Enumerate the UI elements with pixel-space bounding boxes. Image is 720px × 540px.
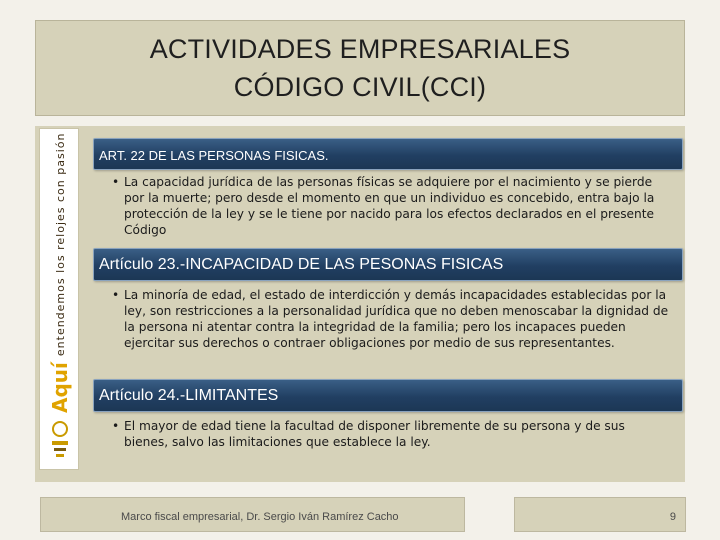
bullet-text: La minoría de edad, el estado de interdicción y demás incapacidades establecidas por la ley, son restricciones a la personalidad jurídica que no deben menoscabar la dignidad de la persona ni atentar contra la integridad de la familia; pero los incapaces pueden ejercitar sus derechos o contraer obligaciones por medio de sus representantes. — [124, 288, 669, 350]
title-box — [35, 20, 685, 116]
section-heading-art22: ART. 22 DE LAS PERSONAS FISICAS. — [93, 138, 683, 170]
bullet-icon: • — [112, 419, 120, 433]
section-heading-art23: Artículo 23.-INCAPACIDAD DE LAS PESONAS FISICAS — [93, 248, 683, 281]
ad-slogan: entendemos los relojes con pasión — [53, 132, 67, 357]
section-text-art24 — [112, 418, 672, 450]
footer-author: Marco fiscal empresarial, Dr. Sergio Iván Ramírez Cacho — [40, 497, 465, 532]
slide-title-line-2: CÓDIGO CIVIL(CCI) — [233, 72, 487, 102]
ad-logo-word: Aquí — [48, 362, 72, 413]
bullet-text: La capacidad jurídica de las personas físicas se adquiere por el nacimiento y se pierde por la muerte; pero desde el momento en que un individuo es concebido, entra bajo la protección de la ley y se le tiene por nacido para los efectos declarados en el presente Código — [124, 175, 655, 237]
brand-logo-icon — [46, 417, 74, 463]
bullet-icon: • — [112, 175, 120, 189]
slide-title-line-1: ACTIVIDADES EMPRESARIALES — [149, 34, 571, 64]
ad-banner-image — [39, 128, 79, 470]
bullet-text: El mayor de edad tiene la facultad de disponer libremente de su persona y de sus bienes, salvo las limitaciones que establece la ley. — [124, 419, 625, 449]
bullet-icon: • — [112, 288, 120, 302]
section-text-art22 — [112, 174, 672, 238]
footer-page-number: 9 — [514, 497, 686, 532]
section-heading-art24: Artículo 24.-LIMITANTES — [93, 379, 683, 412]
section-text-art23 — [112, 287, 672, 351]
